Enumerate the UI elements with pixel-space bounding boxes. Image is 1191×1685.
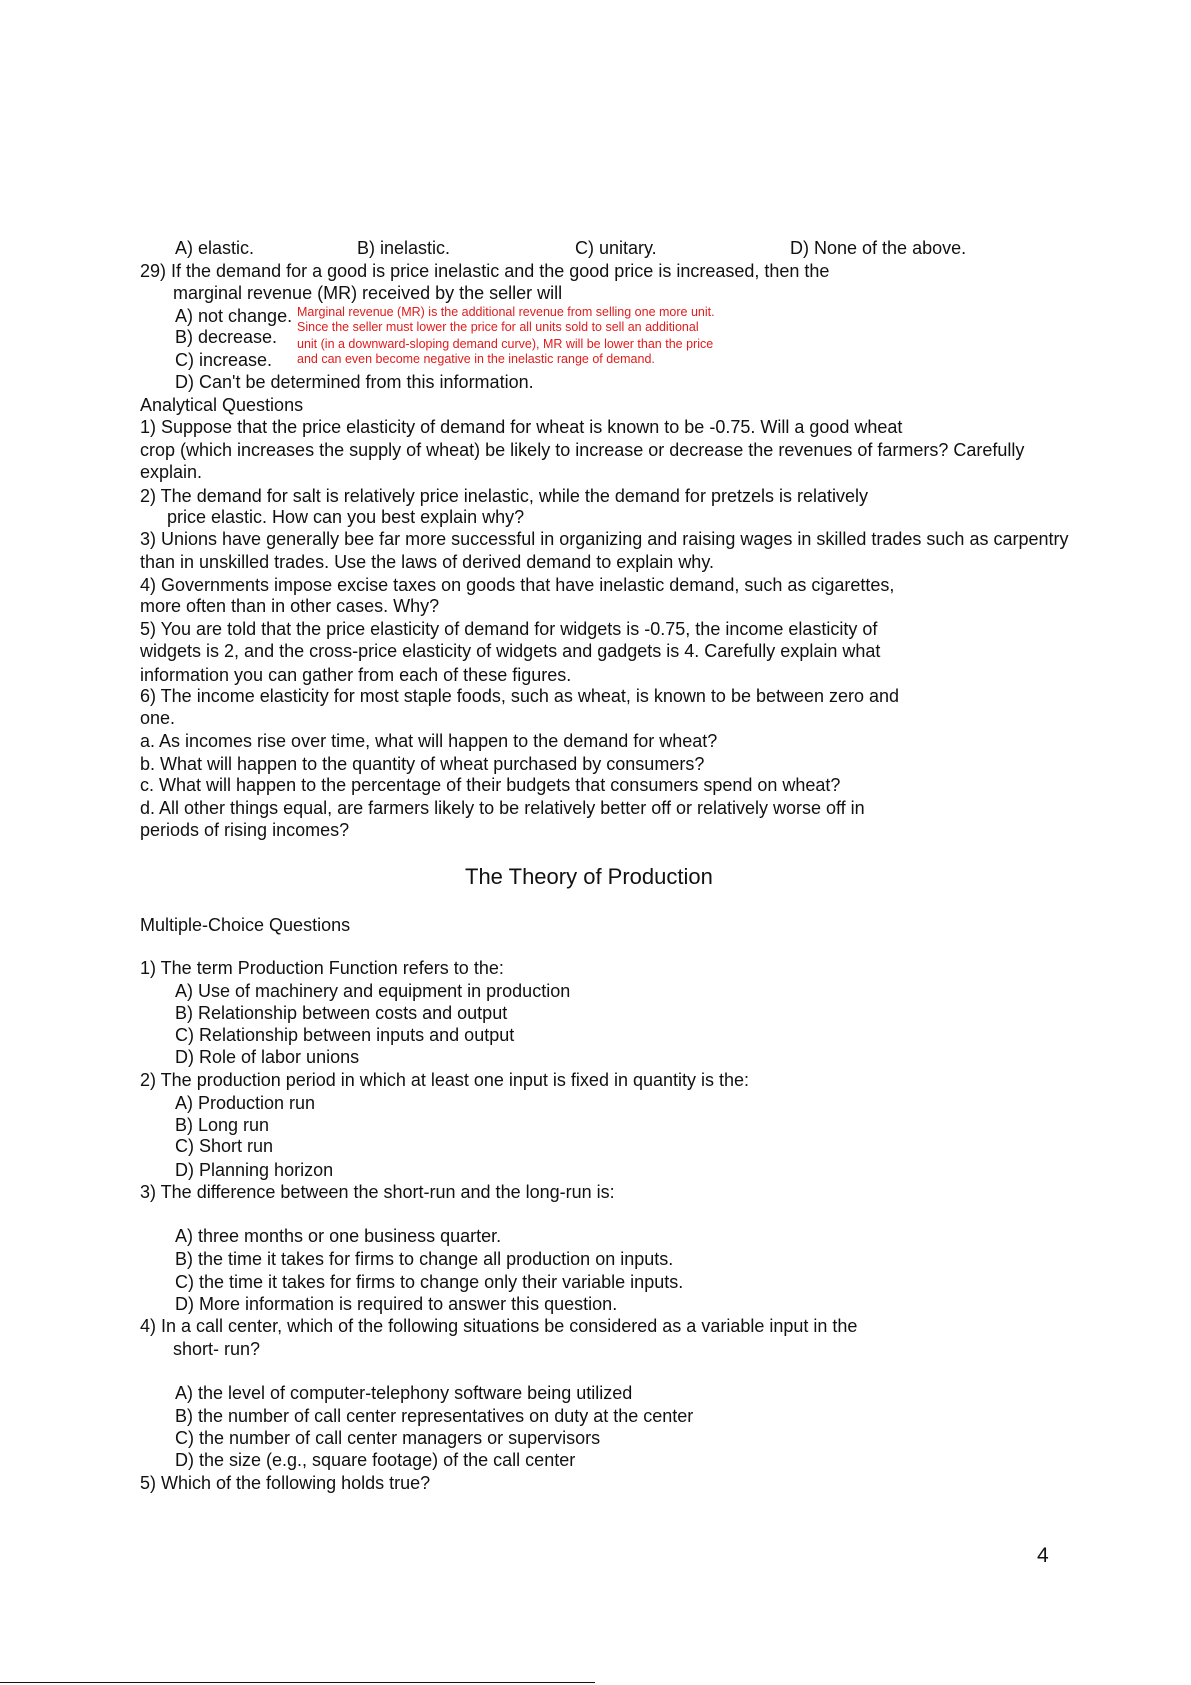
analytical-line: crop (which increases the supply of wheat) be likely to increase or decrease the revenues of farmers? Carefully	[140, 440, 1025, 460]
footer-rule	[0, 1682, 595, 1683]
option: B) Relationship between costs and output	[175, 1003, 508, 1023]
analytical-line: 1) Suppose that the price elasticity of demand for wheat is known to be -0.75. Will a good wheat	[140, 417, 903, 437]
analytical-line: information you can gather from each of these figures.	[140, 665, 572, 685]
question-4: 4) In a call center, which of the following situations be considered as a variable input in the	[140, 1316, 858, 1336]
q28-option-c: C) unitary.	[575, 238, 657, 258]
analytical-line: price elastic. How can you best explain why?	[167, 507, 525, 527]
q29-option-b: B) decrease.	[175, 327, 278, 347]
option: A) the level of computer-telephony software being utilized	[175, 1383, 633, 1403]
option: D) Role of labor unions	[175, 1047, 360, 1067]
q28-option-b: B) inelastic.	[357, 238, 451, 258]
q29-option-a: A) not change.	[175, 306, 293, 326]
option: B) Long run	[175, 1115, 270, 1135]
analytical-line: 5) You are told that the price elasticity of demand for widgets is -0.75, the income elasticity of	[140, 619, 878, 639]
annotation-note-line4: and can even become negative in the inelastic range of demand.	[297, 352, 655, 366]
annotation-note-line1: Marginal revenue (MR) is the additional revenue from selling one more unit.	[297, 305, 715, 319]
q29-option-d: D) Can't be determined from this information.	[175, 372, 534, 392]
q29-stem-line2: marginal revenue (MR) received by the seller will	[173, 283, 563, 303]
option: D) the size (e.g., square footage) of the call center	[175, 1450, 576, 1470]
option: A) Use of machinery and equipment in production	[175, 981, 571, 1001]
analytical-line: 3) Unions have generally bee far more successful in organizing and raising wages in skilled trades such as carpentry	[140, 529, 1069, 549]
option: C) Short run	[175, 1136, 274, 1156]
option: A) three months or one business quarter.	[175, 1226, 502, 1246]
option: D) More information is required to answer this question.	[175, 1294, 618, 1314]
question-4-cont: short- run?	[173, 1339, 261, 1359]
section-title: The Theory of Production	[465, 864, 713, 889]
option: C) Relationship between inputs and output	[175, 1025, 515, 1045]
question-5: 5) Which of the following holds true?	[140, 1473, 431, 1493]
analytical-line: explain.	[140, 462, 203, 482]
annotation-note-line3: unit (in a downward-sloping demand curve), MR will be lower than the price	[297, 337, 714, 351]
analytical-line: widgets is 2, and the cross-price elasticity of widgets and gadgets is 4. Carefully explain what	[140, 641, 881, 661]
question-1: 1) The term Production Function refers to the:	[140, 958, 504, 978]
analytical-line: c. What will happen to the percentage of their budgets that consumers spend on wheat?	[140, 775, 841, 795]
analytical-line: 2) The demand for salt is relatively price inelastic, while the demand for pretzels is relatively	[140, 486, 868, 506]
option: C) the time it takes for firms to change only their variable inputs.	[175, 1272, 684, 1292]
analytical-line: d. All other things equal, are farmers likely to be relatively better off or relatively worse off in	[140, 798, 865, 818]
option: D) Planning horizon	[175, 1160, 334, 1180]
question-3: 3) The difference between the short-run and the long-run is:	[140, 1182, 615, 1202]
analytical-line: a. As incomes rise over time, what will happen to the demand for wheat?	[140, 731, 718, 751]
q28-option-d: D) None of the above.	[790, 238, 967, 258]
question-2: 2) The production period in which at least one input is fixed in quantity is the:	[140, 1070, 750, 1090]
option: B) the number of call center representatives on duty at the center	[175, 1406, 694, 1426]
analytical-heading: Analytical Questions	[140, 395, 304, 415]
analytical-line: than in unskilled trades. Use the laws of derived demand to explain why.	[140, 552, 714, 572]
mcq-heading: Multiple-Choice Questions	[140, 915, 351, 935]
analytical-line: 6) The income elasticity for most staple foods, such as wheat, is known to be between zero and	[140, 686, 900, 706]
page-number: 4	[1037, 1544, 1049, 1567]
option: A) Production run	[175, 1093, 316, 1113]
option: B) the time it takes for firms to change all production on inputs.	[175, 1249, 674, 1269]
analytical-line: b. What will happen to the quantity of wheat purchased by consumers?	[140, 754, 705, 774]
analytical-line: periods of rising incomes?	[140, 820, 350, 840]
annotation-note-line2: Since the seller must lower the price for all units sold to sell an additional	[297, 320, 699, 334]
q29-option-c: C) increase.	[175, 350, 273, 370]
q28-option-a: A) elastic.	[175, 238, 255, 258]
q29-stem-line1: 29) If the demand for a good is price inelastic and the good price is increased, then the	[140, 261, 830, 281]
analytical-line: 4) Governments impose excise taxes on goods that have inelastic demand, such as cigarettes,	[140, 575, 895, 595]
option: C) the number of call center managers or supervisors	[175, 1428, 601, 1448]
analytical-line: one.	[140, 708, 176, 728]
analytical-line: more often than in other cases. Why?	[140, 596, 440, 616]
